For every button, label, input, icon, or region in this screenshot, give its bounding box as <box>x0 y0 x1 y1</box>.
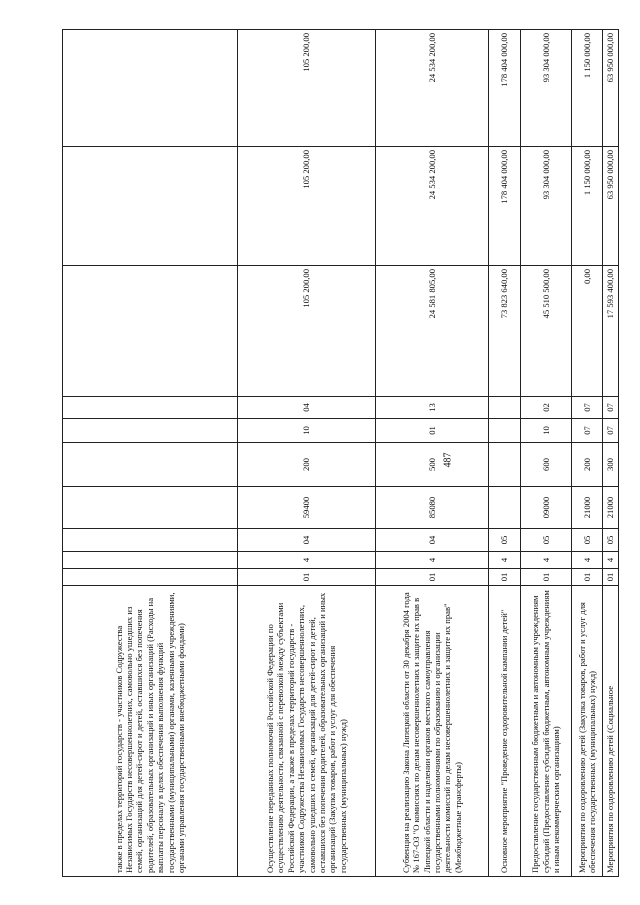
row-name: Основное мероприятие "Проведение оздоровительной кампании детей" <box>489 586 521 877</box>
amount-3: 93 304 000,00 <box>521 30 572 147</box>
code-6 <box>63 419 238 443</box>
code-5: 200 <box>572 443 603 487</box>
code-2: 4 <box>572 552 603 569</box>
row-name: также в пределах территорий государств - участников Содружества Независимых Государств несовершеннолетних, самовольно ушедших из семей, организаций для детей-сирот и детей, оставшихся без попечения родителей, образовательных организаций и иных организаций (Расходы на выплаты персоналу в целях обеспечения выполнения функций государственными (муниципальными) органами, казенными учреждениями, органами управления государственными внебюджетными фондами) <box>63 586 238 877</box>
code-3: 05 <box>489 529 521 552</box>
code-5: 200 <box>238 443 376 487</box>
code-4 <box>489 487 521 529</box>
code-4 <box>63 487 238 529</box>
code-6: 07 <box>572 419 603 443</box>
code-7 <box>63 397 238 419</box>
code-5 <box>489 443 521 487</box>
code-4: 21000 <box>603 487 619 529</box>
code-2: 4 <box>603 552 619 569</box>
code-3 <box>63 529 238 552</box>
code-7 <box>489 397 521 419</box>
amount-2: 24 534 200,00 <box>376 147 489 266</box>
code-3: 05 <box>521 529 572 552</box>
amount-1: 0,00 <box>572 266 603 397</box>
amount-3 <box>63 30 238 147</box>
amount-1: 17 593 400,00 <box>603 266 619 397</box>
code-2: 4 <box>521 552 572 569</box>
code-6: 10 <box>238 419 376 443</box>
code-3: 04 <box>238 529 376 552</box>
amount-3: 178 404 000,00 <box>489 30 521 147</box>
code-7: 04 <box>238 397 376 419</box>
code-7: 07 <box>603 397 619 419</box>
amount-1: 45 510 500,00 <box>521 266 572 397</box>
budget-table <box>62 29 619 877</box>
code-2 <box>63 552 238 569</box>
budget-table-container <box>62 30 616 877</box>
amount-2: 178 404 000,00 <box>489 147 521 266</box>
amount-3: 105 200,00 <box>238 30 376 147</box>
code-5 <box>63 443 238 487</box>
code-6: 07 <box>603 419 619 443</box>
code-6: 10 <box>521 419 572 443</box>
amount-1: 105 200,00 <box>238 266 376 397</box>
table-row <box>603 30 619 877</box>
amount-3: 24 534 200,00 <box>376 30 489 147</box>
row-name: Мероприятия по оздоровлению детей (Закупка товаров, работ и услуг для обеспечения государственных (муниципальных) нужд) <box>572 586 603 877</box>
table-row <box>238 30 376 877</box>
code-6 <box>489 419 521 443</box>
amount-2 <box>63 147 238 266</box>
code-3: 05 <box>572 529 603 552</box>
code-1: 01 <box>572 569 603 586</box>
amount-2: 63 950 000,00 <box>603 147 619 266</box>
amount-3: 1 150 000,00 <box>572 30 603 147</box>
code-3: 05 <box>603 529 619 552</box>
code-2: 4 <box>489 552 521 569</box>
amount-1: 73 823 640,00 <box>489 266 521 397</box>
code-1: 01 <box>521 569 572 586</box>
code-2: 4 <box>238 552 376 569</box>
amount-2: 105 200,00 <box>238 147 376 266</box>
code-4: 09000 <box>521 487 572 529</box>
code-5: 300 <box>603 443 619 487</box>
code-3: 04 <box>376 529 489 552</box>
code-1: 01 <box>376 569 489 586</box>
code-7: 02 <box>521 397 572 419</box>
code-6: 01 <box>376 419 489 443</box>
code-1 <box>63 569 238 586</box>
row-name: Предоставление государственным бюджетным и автономным учреждениям субсидий (Предоставление субсидий бюджетным, автономным учреждениям и иным некоммерческим организациям) <box>521 586 572 877</box>
code-4: 21000 <box>572 487 603 529</box>
code-5: 600 <box>521 443 572 487</box>
amount-3: 63 950 000,00 <box>603 30 619 147</box>
code-1: 01 <box>489 569 521 586</box>
table-row <box>489 30 521 877</box>
amount-1 <box>63 266 238 397</box>
code-5: 500 <box>376 443 489 487</box>
code-7: 07 <box>572 397 603 419</box>
table-row <box>521 30 572 877</box>
code-2: 4 <box>376 552 489 569</box>
code-1: 01 <box>238 569 376 586</box>
code-4: 85080 <box>376 487 489 529</box>
code-7: 13 <box>376 397 489 419</box>
row-name: Мероприятия по оздоровлению детей (Социальное <box>603 586 619 877</box>
amount-2: 1 150 000,00 <box>572 147 603 266</box>
row-name: Субвенция на реализацию Закона Липецкой области от 30 декабря 2004 года № 167-ОЗ "О комиссиях по делам несовершеннолетних и защите их прав в Липецкой области и наделении органов местного самоуправления государственными полномочиями по образованию и организации деятельности комиссий по делам несовершеннолетних и защите их прав" (Межбюджетные трансферты) <box>376 586 489 877</box>
code-1: 01 <box>603 569 619 586</box>
table-row <box>63 30 238 877</box>
table-row <box>572 30 603 877</box>
amount-1: 24 581 805,00 <box>376 266 489 397</box>
code-4: 59400 <box>238 487 376 529</box>
table-row <box>376 30 489 877</box>
row-name: Осуществление переданных полномочий Российской Федерации по осуществлению деятельности, связанной с перевозкой между субъектами Российской Федерации, а также в пределах территорий государств - участников Содружества Независимых Государств несовершеннолетних, самовольно ушедших из семей, организаций для детей-сирот и детей, оставшихся без попечения родителей, образовательных организаций и иных организаций (Закупка товаров, работ и услуг для обеспечения государственных (муниципальных) нужд) <box>238 586 376 877</box>
amount-2: 93 304 000,00 <box>521 147 572 266</box>
page-number: 487 <box>442 452 454 468</box>
